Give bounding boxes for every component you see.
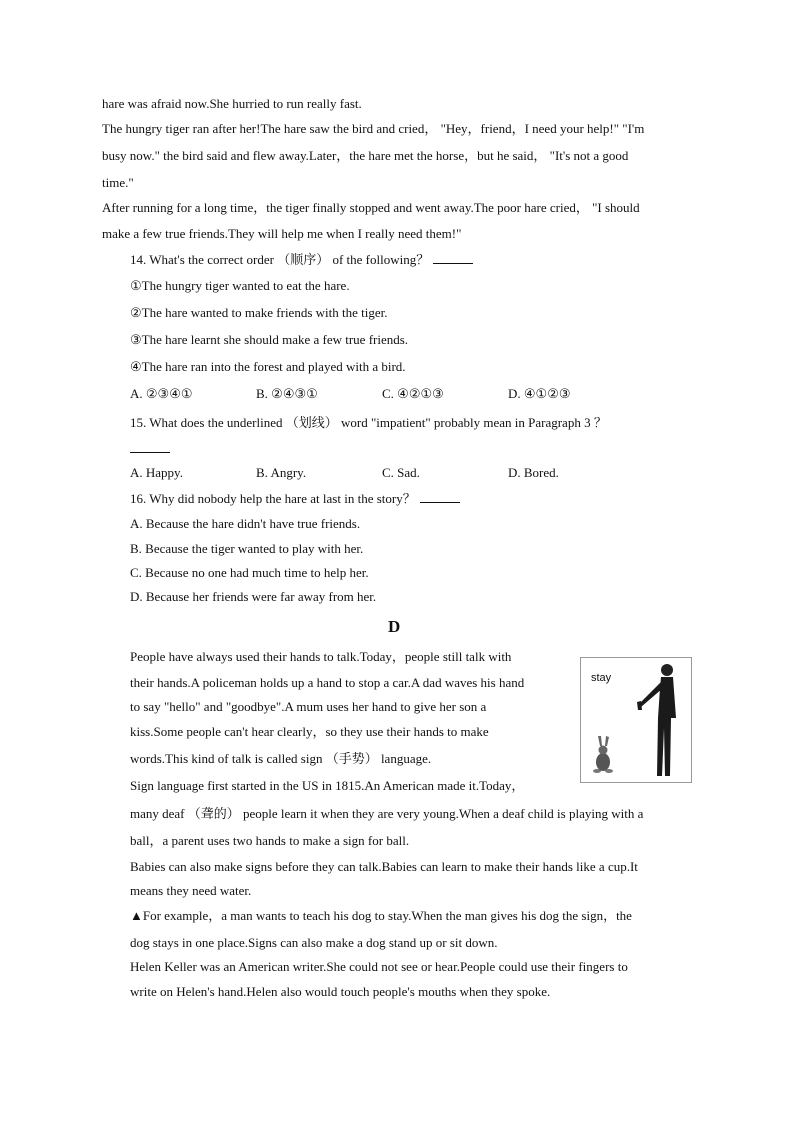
passage-line: Babies can also make signs before they can talk.Babies can learn to make their hands like a cup.It — [130, 859, 638, 874]
story-line: hare was afraid now.She hurried to run really fast. — [102, 96, 362, 111]
question-15: 15. What does the underlined （划线） word "impatient" probably mean in Paragraph 3 ？ — [130, 415, 607, 430]
order-item: ②The hare wanted to make friends with the tiger. — [130, 305, 388, 320]
question-16 — [130, 490, 460, 507]
story-line: The hungry tiger ran after her!The hare saw the bird and cried， "Hey，friend，I need your help!" "I'm — [102, 121, 645, 136]
option-a[interactable]: A. Because the hare didn't have true friends. — [130, 516, 361, 531]
answer-blank[interactable] — [420, 490, 460, 503]
option-d[interactable]: D. Because her friends were far away from her. — [130, 589, 377, 604]
question-15-blank-row — [130, 440, 170, 457]
option-c[interactable]: C. Sad. — [382, 465, 420, 480]
passage-line: to say "hello" and "goodbye".A mum uses her hand to give her son a — [130, 699, 487, 714]
story-line: make a few true friends.They will help me when I really need them!" — [102, 226, 462, 241]
option-c[interactable]: C. Because no one had much time to help her. — [130, 565, 369, 580]
passage-line: Sign language first started in the US in 1815.An American made it.Today， — [130, 778, 525, 793]
passage-line: many deaf （聋的） people learn it when they are very young.When a deaf child is playing with a — [130, 806, 644, 821]
order-item: ③The hare learnt she should make a few true friends. — [130, 332, 409, 347]
passage-line: write on Helen's hand.Helen also would touch people's mouths when they spoke. — [130, 984, 551, 999]
passage-line: their hands.A policeman holds up a hand to stop a car.A dad waves his hand — [130, 675, 525, 690]
passage-line: means they need water. — [130, 883, 252, 898]
story-line: After running for a long time，the tiger finally stopped and went away.The poor hare cried， "I should — [102, 200, 640, 215]
passage-line: ▲For example，a man wants to teach his dog to stay.When the man gives his dog the sign，the — [130, 908, 632, 923]
option-b[interactable]: B. ②④③① — [256, 386, 318, 401]
passage-line: Helen Keller was an American writer.She could not see or hear.People could use their fingers to — [130, 959, 628, 974]
question-stem: 16. Why did nobody help the hare at last in the story？ — [130, 491, 416, 506]
answer-blank[interactable] — [433, 251, 473, 264]
story-line: busy now." the bird said and flew away.Later，the hare met the horse，but he said， "It's not a good — [102, 148, 629, 163]
option-a[interactable]: A. ②③④① — [130, 386, 193, 401]
story-line: time." — [102, 175, 134, 190]
option-c[interactable]: C. ④②①③ — [382, 386, 444, 401]
option-d[interactable]: D. ④①②③ — [508, 386, 571, 401]
option-a[interactable]: A. Happy. — [130, 465, 183, 480]
option-b[interactable]: B. Because the tiger wanted to play with her. — [130, 541, 364, 556]
figure-label: stay — [591, 672, 612, 684]
option-d[interactable]: D. Bored. — [508, 465, 559, 480]
passage-line: dog stays in one place.Signs can also make a dog stand up or sit down. — [130, 935, 498, 950]
sign-language-figure — [580, 657, 692, 783]
passage-line: kiss.Some people can't hear clearly，so they use their hands to make — [130, 724, 489, 739]
order-item: ④The hare ran into the forest and played with a bird. — [130, 359, 406, 374]
passage-line: ball，a parent uses two hands to make a sign for ball. — [130, 833, 410, 848]
answer-blank[interactable] — [130, 440, 170, 453]
passage-line: People have always used their hands to talk.Today，people still talk with — [130, 649, 512, 664]
man-and-dog-illustration — [581, 658, 691, 782]
order-item: ①The hungry tiger wanted to eat the hare. — [130, 278, 350, 293]
option-b[interactable]: B. Angry. — [256, 465, 307, 480]
question-14 — [130, 251, 473, 268]
passage-line: words.This kind of talk is called sign （手势） language. — [130, 751, 432, 766]
section-title: D — [388, 617, 401, 636]
question-stem: 14. What's the correct order （顺序） of the following？ — [130, 252, 430, 267]
